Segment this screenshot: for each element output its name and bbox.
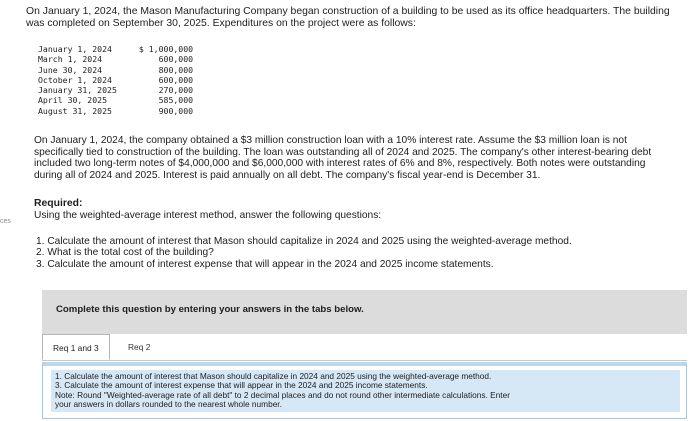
expenditure-amount: 600,000 xyxy=(158,54,194,65)
expenditure-row xyxy=(38,85,193,95)
expenditures-table xyxy=(38,44,193,116)
side-tab-label: ces xyxy=(0,218,11,225)
expenditure-date: October 1, 2024 xyxy=(38,74,112,85)
expenditure-row xyxy=(38,44,193,54)
expenditure-row xyxy=(38,65,193,75)
panel-note: Note: Round "Weighted-average rate of all debt" to 2 decimal places and do not round other intermediate calculations. Enter xyxy=(55,389,510,400)
expenditure-amount: 585,000 xyxy=(158,95,194,106)
expenditure-row xyxy=(38,106,193,116)
tab-req-2[interactable]: Req 2 xyxy=(128,342,151,352)
expenditure-row xyxy=(38,75,193,85)
question-item: 2. What is the total cost of the building? xyxy=(36,247,214,259)
question-panel xyxy=(42,362,687,419)
instruction-text: Using the weighted-average interest method, answer the following questions: xyxy=(34,210,382,221)
tab-bar xyxy=(42,334,687,361)
expenditure-row xyxy=(38,54,193,64)
intro-paragraph: On January 1, 2024, the Mason Manufacturing Company began construction of a building to be used as its office headquarters. The building was completed on September 30, 2025. Expenditures on the project were as follows: xyxy=(26,6,670,29)
expenditure-amount: $ 1,000,000 xyxy=(138,44,194,54)
expenditure-date: January 1, 2024 xyxy=(38,44,112,54)
expenditure-row xyxy=(38,95,193,105)
panel-note: your answers in dollars rounded to the nearest whole number. xyxy=(55,399,282,410)
expenditure-amount: 800,000 xyxy=(158,64,194,75)
expenditure-amount: 600,000 xyxy=(158,74,194,85)
expenditure-date: January 31, 2025 xyxy=(38,85,117,96)
instructions-banner: Complete this question by entering your answers in the tabs below. xyxy=(42,290,687,334)
panel-line: 3. Calculate the amount of interest expense that will appear in the 2024 and 2025 income statements. xyxy=(55,380,428,391)
questions-list xyxy=(36,236,676,270)
expenditure-date: August 31, 2025 xyxy=(38,105,112,116)
question-item: 1. Calculate the amount of interest that Mason should capitalize in 2024 and 2025 using the weighted-average method. xyxy=(36,236,572,247)
required-heading: Required: xyxy=(34,198,83,209)
question-item: 3. Calculate the amount of interest expense that will appear in the 2024 and 2025 income statements. xyxy=(36,258,494,270)
expenditure-date: June 30, 2024 xyxy=(38,64,103,75)
expenditure-date: March 1, 2024 xyxy=(38,54,103,65)
panel-line: 1. Calculate the amount of interest that Mason should capitalize in 2024 and 2025 using the weighted-average method. xyxy=(55,371,492,381)
tab-req-1-and-3[interactable]: Req 1 and 3 xyxy=(42,334,110,360)
loan-paragraph: On January 1, 2024, the company obtained a $3 million construction loan with a 10% interest rate. Assume the $3 million loan is not specifically tied to construction of the building. The loan was outstanding all of 2024 and 2025. The company's other interest-bearing debt included two long-term notes of $4,000,000 and $6,000,000 with interest rates of 6% and 8%, respectively. Both notes were outstanding during all of 2024 and 2025. Interest is paid annually on all debt. The company's fiscal year-end is December 31. xyxy=(34,135,652,181)
expenditure-amount: 270,000 xyxy=(158,85,194,96)
panel-instructions xyxy=(51,370,680,412)
expenditure-date: April 30, 2025 xyxy=(38,95,108,106)
expenditure-amount: 900,000 xyxy=(158,105,194,116)
